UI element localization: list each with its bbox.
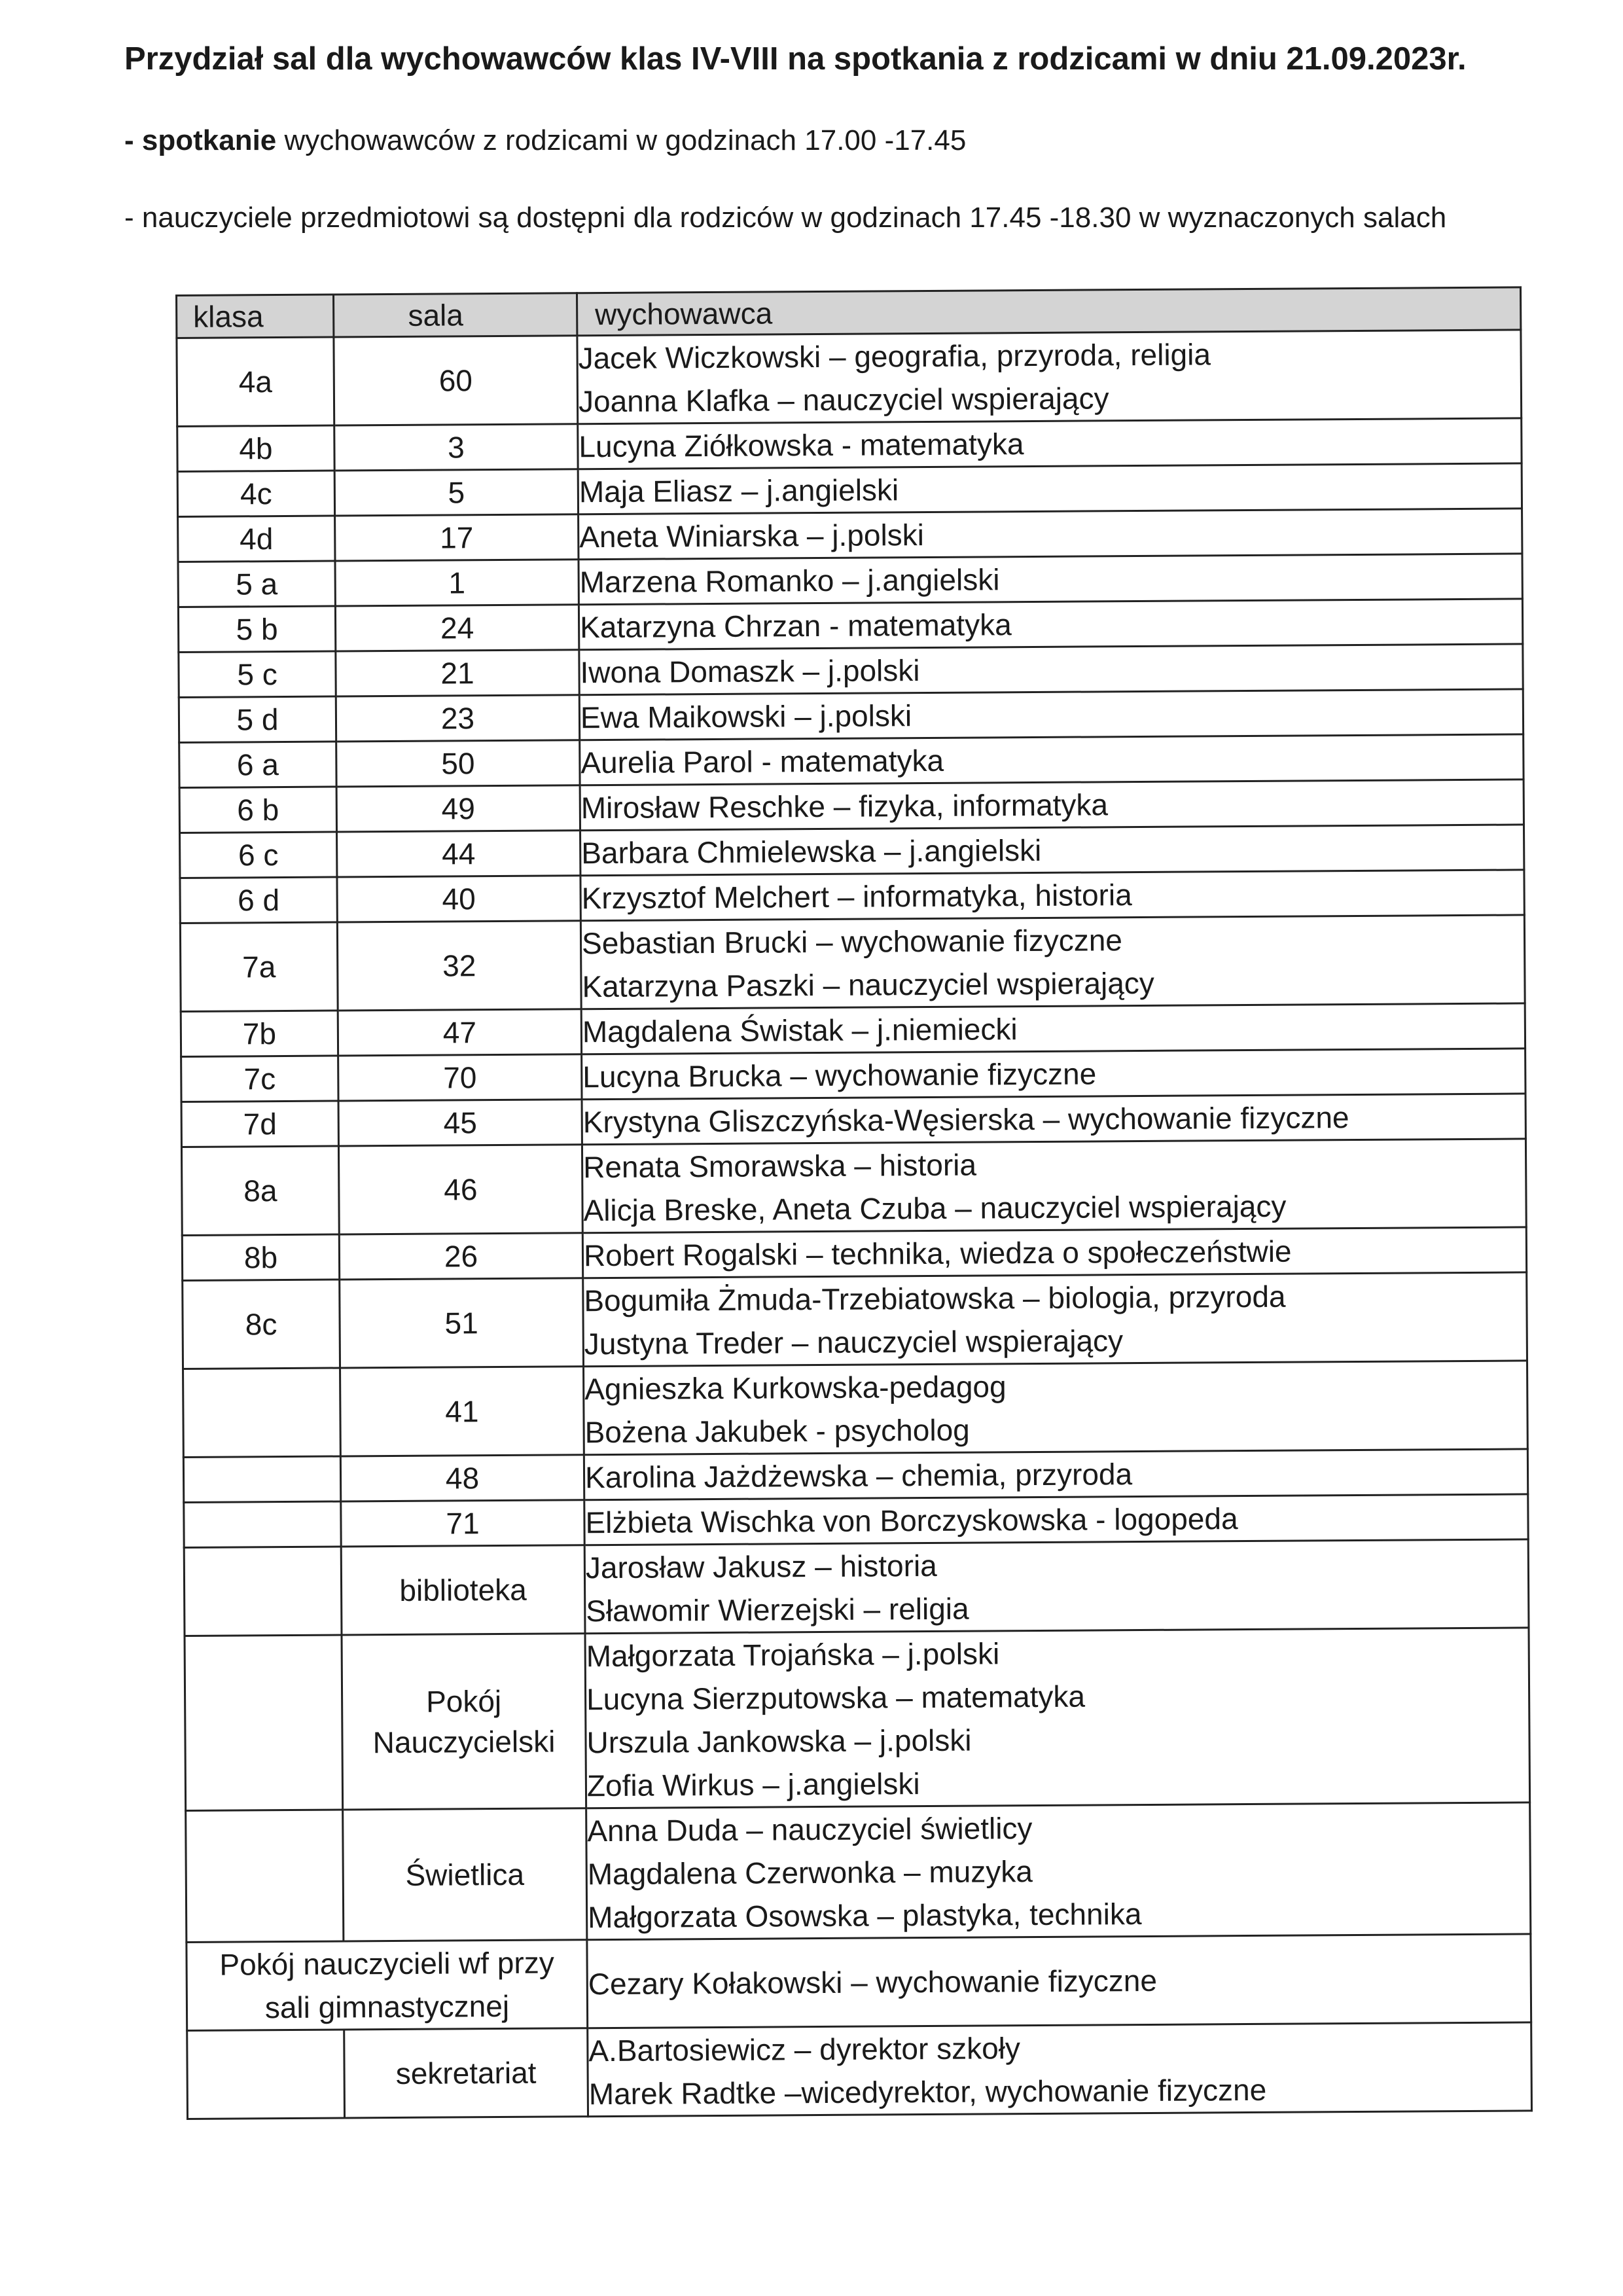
teacher-cell [580,870,1524,921]
room-name: Świetlica [405,1857,525,1892]
table-row [178,554,1522,607]
teacher-entry: Agnieszka Kurkowska-pedagog [584,1369,1007,1407]
table-row [187,2022,1532,2119]
class-cell: 6 d [180,877,337,923]
class-cell: 7d [181,1101,338,1147]
class-cell: 7a [180,922,338,1011]
table-row [181,1049,1525,1102]
teacher-entry: Krzysztof Melchert – informatyka, historia [581,878,1132,916]
room-name: 17 [440,520,474,555]
table-row [180,870,1524,924]
table-row [179,644,1523,698]
room-name: 21 [440,656,474,691]
room-cell [336,785,580,832]
teacher-cell [584,1494,1528,1545]
teacher-cell [585,1628,1530,1808]
class-cell [183,1368,341,1457]
teacher-cell [580,780,1524,831]
room-cell [335,605,579,651]
teacher-cell [580,734,1524,785]
class-cell: 4a [177,337,334,426]
teacher-entry: Joanna Klafka – nauczyciel wspierający [578,381,1109,419]
room-name: 3 [447,430,465,465]
room-name: 71 [446,1506,480,1541]
room-name: biblioteka [399,1572,527,1607]
room-name: 60 [438,363,473,398]
room-name: 46 [444,1172,478,1207]
room-name: 44 [441,836,476,871]
room-cell [336,740,580,787]
table-row [181,1094,1525,1147]
teacher-cell [584,1449,1527,1500]
table-row [179,780,1524,833]
class-cell [184,1501,341,1547]
table-row [177,418,1522,472]
teacher-entry: Lucyna Sierzputowska – matematyka [586,1679,1086,1717]
teacher-entry: Aurelia Parol - matematyka [580,743,944,780]
teacher-entry: Ewa Maikowski – j.polski [580,698,912,735]
teacher-entry: Małgorzata Osowska – plastyka, technika [587,1897,1142,1935]
teacher-cell [588,2022,1532,2117]
table-row [178,599,1522,653]
class-cell: 6 a [179,742,336,787]
class-cell: 6 c [180,832,337,878]
class-cell: 6 b [179,787,336,833]
table-row [184,1494,1528,1548]
class-cell: 8c [183,1280,340,1369]
teacher-cell [587,1934,1531,2028]
room-cell [334,424,578,471]
room-cell [334,469,578,516]
teacher-entry: Sławomir Wierzejski – religia [586,1591,969,1628]
room-cell [336,695,579,742]
teacher-entry: Barbara Chmielewska – j.angielski [581,833,1042,870]
teacher-cell [580,915,1525,1009]
class-cell [187,2030,345,2119]
table-row [180,915,1525,1012]
room-name: 48 [445,1461,480,1496]
room-cell [339,1233,582,1280]
table-row [181,1139,1526,1236]
room-name: sekretariat [395,2055,537,2090]
teacher-entry: Lucyna Ziółkowska - matematyka [579,427,1024,464]
room-name: Nauczycielski [372,1724,556,1760]
teacher-cell [579,509,1522,560]
teacher-entry: Magdalena Świstak – j.niemiecki [582,1012,1018,1049]
table-row [183,1361,1528,1458]
teacher-entry: Katarzyna Paszki – nauczyciel wspierający [582,965,1155,1004]
teacher-cell [583,1272,1527,1367]
room-name: 51 [444,1306,478,1340]
teacher-cell [582,1227,1526,1278]
teacher-entry: Katarzyna Chrzan - matematyka [579,607,1012,645]
room-name: 49 [441,791,476,826]
room-cell [341,1500,584,1547]
teacher-entry: Sebastian Brucki – wychowanie fizyczne [581,923,1123,961]
room-name: 45 [443,1105,477,1140]
class-cell: 5 c [179,651,336,697]
room-name: 40 [442,882,476,916]
teacher-entry: Bożena Jakubek - psycholog [584,1412,970,1450]
header-klasa: klasa [177,295,334,338]
room-cell [340,1278,584,1368]
room-name: 1 [448,565,466,600]
room-assignment-table [175,286,1533,2120]
teacher-cell [584,1539,1529,1634]
teacher-entry: Elżbieta Wischka von Borczyskowska - logopeda [585,1501,1238,1540]
room-cell [343,1808,587,1941]
header-sala: sala [334,293,577,337]
teacher-entry: Urszula Jankowska – j.polski [586,1723,972,1760]
class-cell: 4c [177,471,334,516]
room-name: 23 [440,701,475,736]
table-row [180,825,1524,878]
teacher-cell [582,1094,1525,1145]
room-cell [342,1634,586,1810]
class-cell: 4b [177,425,334,471]
class-cell: 5 d [179,696,336,742]
teacher-entry: Maja Eliasz – j.angielski [579,473,899,509]
table-row [181,1003,1525,1057]
teacher-cell [578,418,1522,469]
teacher-entry: Marzena Romanko – j.angielski [579,562,1000,600]
room-cell [338,1100,582,1146]
class-cell: 7b [181,1011,338,1056]
teacher-entry: Cezary Kołakowski – wychowanie fizyczne [588,1963,1158,2001]
table-row [177,330,1522,427]
teacher-entry: Mirosław Reschke – fizyka, informatyka [580,787,1109,825]
teacher-entry: Małgorzata Trojańska – j.polski [586,1636,1000,1674]
room-cell [341,1545,585,1635]
teacher-cell [578,463,1522,514]
teacher-cell [580,825,1524,876]
room-name: Pokój nauczycieli wf przy [219,1945,554,1982]
header-wychowawca: wychowawca [577,287,1520,336]
class-cell: 5 a [178,561,335,607]
class-cell: 4d [178,516,335,562]
room-cell [336,650,579,696]
room-name: 50 [441,746,475,781]
room-cell [338,1009,581,1056]
teacher-entry: Robert Rogalski – technika, wiedza o społeczeństwie [583,1234,1292,1273]
teacher-entry: Bogumiła Żmuda-Trzebiatowska – biologia, przyroda [584,1279,1286,1318]
class-cell [186,1810,344,1942]
class-cell: 7c [181,1056,338,1102]
class-cell [183,1456,340,1502]
room-cell [337,876,580,922]
class-cell: 5 b [178,606,335,652]
room-cell [337,831,580,877]
teacher-cell [584,1361,1528,1455]
teacher-cell [586,1803,1531,1940]
teacher-entry: Karolina Jażdżewska – chemia, przyroda [584,1457,1133,1495]
room-cell [340,1455,584,1501]
table-row [185,1628,1530,1811]
teacher-entry: Aneta Winiarska – j.polski [579,518,925,554]
teacher-entry: Iwona Domaszk – j.polski [580,653,920,690]
room-cell [335,514,579,561]
page-title: Przydział sal dla wychowawców klas IV-VIII na spotkania z rodzicami w dniu 21.09.2023r. [124,41,1467,77]
teacher-cell [579,689,1523,740]
table-row [179,734,1524,788]
room-name: 41 [445,1394,479,1429]
room-name: 32 [442,948,476,983]
teacher-cell [579,599,1522,650]
teacher-cell [579,554,1522,605]
room-name: 24 [440,611,474,645]
note-meeting-text: wychowawców z rodzicami w godzinach 17.00 -17.45 [276,124,967,156]
table-row [186,1803,1531,1943]
teacher-entry: Magdalena Czerwonka – muzyka [587,1854,1033,1892]
room-cell [337,921,581,1011]
teacher-entry: Anna Duda – nauczyciel świetlicy [587,1811,1033,1848]
room-cell [187,1940,588,2031]
room-cell [338,1145,582,1234]
table-row [184,1539,1529,1636]
teacher-entry: Alicja Breske, Aneta Czuba – nauczyciel wspierający [583,1189,1287,1228]
table-row [178,509,1522,562]
room-name: 26 [444,1239,478,1274]
room-cell [340,1367,584,1456]
note-teachers-hours: - nauczyciele przedmiotowi są dostępni dla rodziców w godzinach 17.45 -18.30 w wyznaczonych salach [124,202,1447,234]
teacher-entry: Zofia Wirkus – j.angielski [586,1767,920,1803]
table-row [183,1449,1527,1503]
teacher-entry: Krystyna Gliszczyńska-Węsierska – wychowanie fizyczne [582,1100,1349,1139]
table-row [179,689,1523,743]
class-cell: 8a [181,1146,339,1235]
room-name: Pokój [425,1683,502,1719]
teacher-entry: Lucyna Brucka – wychowanie fizyczne [582,1056,1097,1094]
teacher-entry: Justyna Treder – nauczyciel wspierający [584,1323,1124,1361]
teacher-entry: Marek Radtke –wicedyrektor, wychowanie fizyczne [588,2072,1267,2111]
note-meeting-hours [124,124,1564,157]
teacher-cell [581,1003,1525,1054]
table-row [177,463,1522,517]
table-row [183,1272,1527,1369]
room-cell [344,2028,588,2118]
teacher-entry: A.Bartosiewicz – dyrektor szkoły [588,2031,1021,2068]
teacher-cell [579,644,1523,695]
class-cell: 8b [182,1234,339,1280]
room-name: 47 [442,1015,477,1050]
room-name: 70 [443,1060,477,1095]
room-name: 5 [448,475,465,510]
class-cell [185,1635,343,1810]
teacher-cell [582,1139,1526,1233]
room-cell [334,336,578,425]
teacher-cell [577,330,1522,424]
teacher-cell [582,1049,1525,1100]
room-cell [335,560,579,606]
teacher-entry: Jarosław Jakusz – historia [585,1548,937,1585]
room-name: sali gimnastycznej [264,1988,510,2025]
class-cell [184,1547,342,1636]
teacher-entry: Renata Smorawska – historia [582,1147,977,1185]
table-row [182,1227,1526,1281]
table-row [187,1934,1531,2031]
note-meeting-bold: - spotkanie [124,124,277,156]
teacher-entry: Jacek Wiczkowski – geografia, przyroda, religia [578,337,1211,376]
room-cell [338,1054,582,1101]
